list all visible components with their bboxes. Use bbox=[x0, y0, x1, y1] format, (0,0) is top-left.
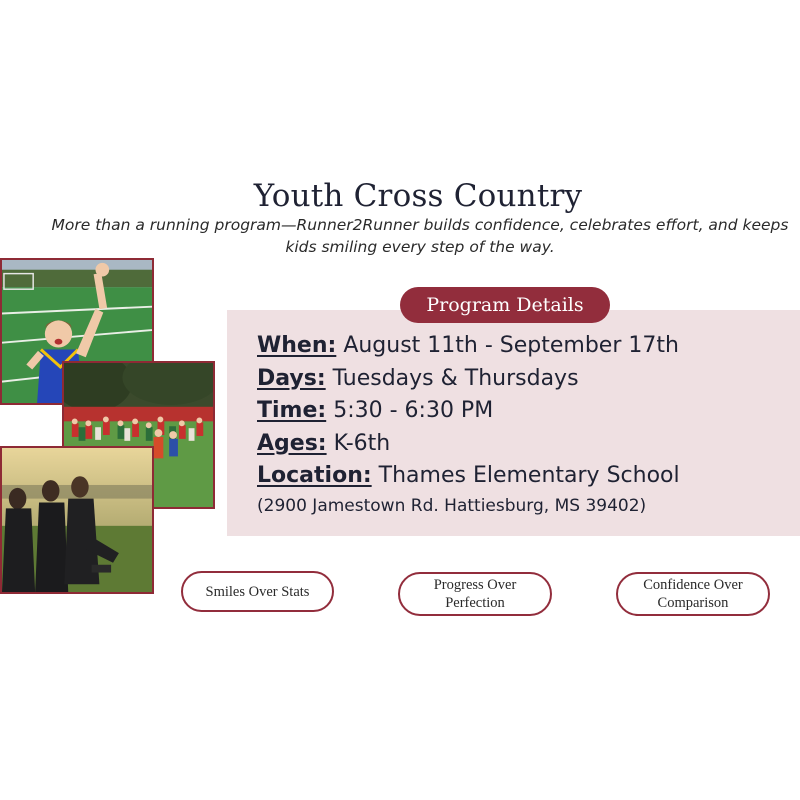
program-details-heading: Program Details bbox=[400, 287, 610, 323]
days-value: Tuesdays & Thursdays bbox=[332, 365, 579, 391]
days-row bbox=[257, 363, 680, 396]
location-value: Thames Elementary School bbox=[378, 463, 680, 488]
time-row bbox=[257, 395, 680, 428]
program-details-list bbox=[257, 330, 680, 519]
value-pill-confidence bbox=[616, 572, 770, 616]
when-row bbox=[257, 330, 680, 363]
when-value: August 11th - September 17th bbox=[343, 333, 679, 358]
page-title: Youth Cross Country bbox=[253, 178, 583, 214]
time-value: 5:30 - 6:30 PM bbox=[333, 398, 494, 423]
ages-label: Ages: bbox=[257, 430, 327, 456]
runners-at-sunset-photo bbox=[0, 446, 154, 594]
value-pill-smiles bbox=[181, 571, 334, 612]
location-label: Location: bbox=[257, 463, 372, 488]
when-label: When: bbox=[257, 333, 337, 358]
ages-row bbox=[257, 428, 680, 461]
value-pill-label: Confidence Over Comparison bbox=[643, 577, 743, 611]
value-pill-progress bbox=[398, 572, 552, 616]
ages-value: K-6th bbox=[333, 430, 391, 456]
page-subtitle: More than a running program—Runner2Runner builds confidence, celebrates effort, and keeps kids smiling every step of the way. bbox=[51, 216, 789, 256]
days-label: Days: bbox=[257, 365, 326, 391]
value-pill-label: Smiles Over Stats bbox=[205, 583, 310, 600]
location-address: (2900 Jamestown Rd. Hattiesburg, MS 39402) bbox=[257, 495, 647, 516]
location-row bbox=[257, 460, 680, 493]
time-label: Time: bbox=[257, 398, 327, 423]
value-pill-label: Progress Over Perfection bbox=[433, 577, 517, 611]
